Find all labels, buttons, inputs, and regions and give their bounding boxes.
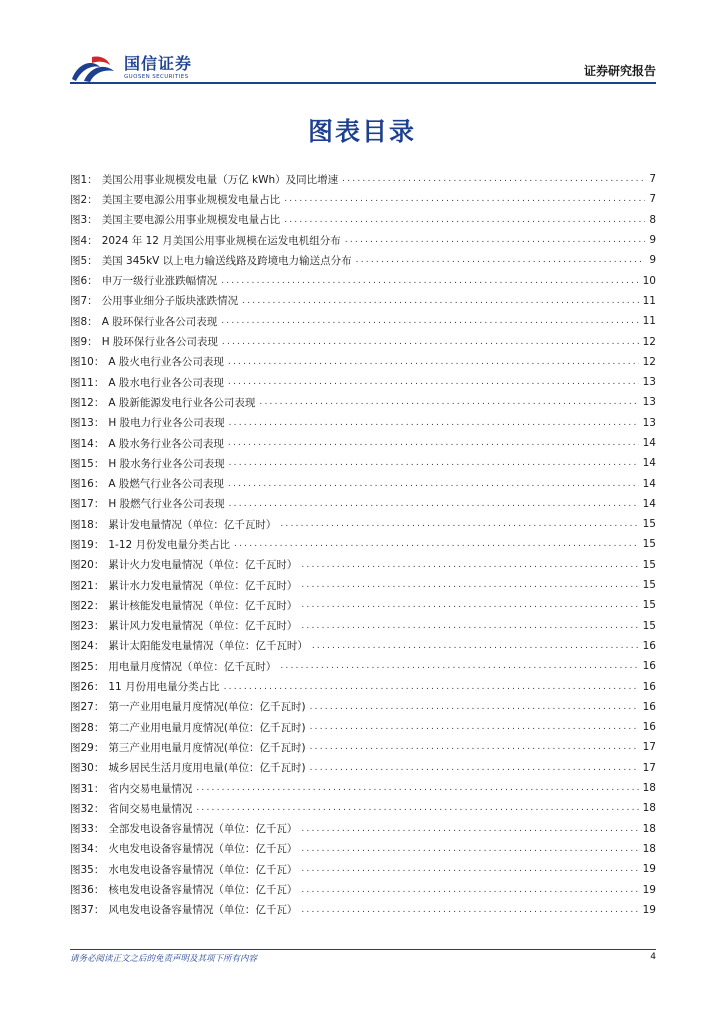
toc-entry-page: 15	[642, 558, 656, 571]
page-title: 图表目录	[307, 117, 416, 146]
toc-entry-title: 累计核能发电量情况（单位：亿千瓦时）	[108, 599, 298, 612]
toc-entry-title: 累计发电量情况（单位：亿千瓦时）	[108, 518, 277, 531]
page-header	[70, 52, 656, 84]
toc-entry[interactable]	[70, 331, 656, 351]
toc-entry-page: 16	[642, 700, 656, 713]
toc-entry-page: 16	[642, 680, 656, 693]
toc-entry[interactable]	[70, 372, 656, 392]
toc-entry[interactable]	[70, 656, 656, 676]
footer-divider	[70, 949, 656, 950]
toc-entry-title: 美国主要电源公用事业规模发电量占比	[101, 193, 281, 206]
toc-entry-page: 19	[642, 883, 656, 896]
toc-entry-number: 图22：	[70, 599, 105, 612]
toc-entry[interactable]	[70, 270, 656, 290]
toc-entry[interactable]	[70, 879, 656, 899]
toc-entry-title: 美国公用事业规模发电量（万亿 kWh）及同比增速	[101, 173, 339, 186]
toc-entry-title: 累计火力发电量情况（单位：亿千瓦时）	[108, 559, 298, 572]
toc-entry-page: 15	[642, 518, 656, 531]
toc-entry-page: 19	[642, 863, 656, 876]
toc-leader-dots	[224, 682, 639, 692]
toc-leader-dots	[196, 783, 638, 793]
toc-entry-number: 图30：	[70, 762, 105, 775]
toc-entry-number: 图33：	[70, 823, 105, 836]
toc-entry-page: 12	[642, 335, 656, 348]
toc-leader-dots	[310, 742, 639, 752]
toc-entry-title: 省内交易电量情况	[108, 782, 193, 795]
toc-entry-title: 省间交易电量情况	[108, 802, 193, 815]
toc-entry-page: 9	[649, 234, 656, 247]
report-type-label: 证券研究报告	[583, 64, 656, 78]
toc-leader-dots	[280, 519, 638, 529]
toc-entry-number: 图8：	[70, 315, 98, 328]
toc-entry[interactable]	[70, 900, 656, 920]
toc-leader-dots	[301, 844, 638, 854]
toc-entry-title: 第二产业用电量月度情况(单位：亿千瓦时)	[108, 721, 306, 734]
toc-leader-dots	[229, 458, 639, 468]
toc-entry-number: 图24：	[70, 640, 105, 653]
toc-entry-page: 15	[642, 619, 656, 632]
toc-entry-number: 图13：	[70, 417, 105, 430]
toc-entry-number: 图23：	[70, 620, 105, 633]
toc-entry-page: 15	[642, 599, 656, 612]
toc-leader-dots	[222, 337, 639, 347]
toc-leader-dots	[280, 661, 638, 671]
toc-entry-number: 图6：	[70, 275, 98, 288]
page-number: 4	[650, 952, 656, 962]
toc-entry-number: 图2：	[70, 193, 98, 206]
toc-leader-dots	[221, 276, 638, 286]
toc-entry-title: 全部发电设备容量情况（单位：亿千瓦）	[108, 823, 298, 836]
toc-entry-number: 图27：	[70, 701, 105, 714]
toc-entry[interactable]	[70, 758, 656, 778]
toc-entry-number: 图25：	[70, 660, 105, 673]
toc-entry-number: 图3：	[70, 214, 98, 227]
toc-leader-dots	[229, 499, 639, 509]
guosen-logo-icon	[70, 53, 120, 83]
toc-entry-title: H 股水务行业各公司表现	[108, 457, 225, 470]
toc-leader-dots	[228, 377, 639, 387]
toc-entry-page: 17	[642, 761, 656, 774]
toc-entry-title: 公用事业细分子版块涨跌情况	[101, 295, 239, 308]
toc-entry-page: 12	[642, 355, 656, 368]
toc-entry-number: 图26：	[70, 681, 105, 694]
toc-entry-page: 18	[642, 822, 656, 835]
toc-entry[interactable]	[70, 555, 656, 575]
toc-entry-page: 15	[642, 538, 656, 551]
toc-entry[interactable]	[70, 169, 656, 189]
disclaimer-note: 请务必阅读正文之后的免责声明及其项下所有内容	[70, 954, 258, 964]
toc-entry-page: 13	[642, 376, 656, 389]
toc-entry-page: 18	[642, 782, 656, 795]
brand-name-cn: 国信证券	[124, 54, 193, 73]
toc-entry-page: 14	[642, 497, 656, 510]
toc-entry[interactable]	[70, 636, 656, 656]
toc-leader-dots	[310, 763, 639, 773]
toc-entry-page: 7	[649, 173, 656, 186]
toc-entry-number: 图17：	[70, 498, 105, 511]
toc-leader-dots	[242, 296, 638, 306]
toc-entry-page: 13	[642, 396, 656, 409]
toc-leader-dots	[284, 194, 645, 204]
toc-entry-number: 图18：	[70, 518, 105, 531]
toc-entry[interactable]	[70, 250, 656, 270]
toc-entry[interactable]	[70, 839, 656, 859]
toc-entry-number: 图10：	[70, 356, 105, 369]
toc-entry-page: 8	[649, 213, 656, 226]
toc-entry-title: 累计水力发电量情况（单位：亿千瓦时）	[108, 579, 298, 592]
toc-leader-dots	[301, 905, 638, 915]
toc-entry-title: A 股环保行业各公司表现	[101, 315, 218, 328]
toc-entry[interactable]	[70, 392, 656, 412]
toc-entry-title: A 股新能源发电行业各公司表现	[108, 396, 256, 409]
toc-leader-dots	[301, 621, 638, 631]
toc-entry-title: 核电发电设备容量情况（单位：亿千瓦）	[108, 884, 298, 897]
toc-entry[interactable]	[70, 819, 656, 839]
toc-entry-number: 图28：	[70, 721, 105, 734]
toc-leader-dots	[310, 722, 639, 732]
toc-entry-page: 16	[642, 721, 656, 734]
toc-entry-page: 18	[642, 842, 656, 855]
toc-leader-dots	[301, 864, 638, 874]
toc-entry-page: 18	[642, 802, 656, 815]
toc-entry-number: 图35：	[70, 863, 105, 876]
toc-leader-dots	[342, 174, 645, 184]
toc-entry-page: 17	[642, 741, 656, 754]
toc-entry-number: 图5：	[70, 254, 98, 267]
toc-entry[interactable]	[70, 352, 656, 372]
toc-entry[interactable]	[70, 230, 656, 250]
toc-entry[interactable]	[70, 189, 656, 209]
toc-entry-title: H 股燃气行业各公司表现	[108, 498, 225, 511]
toc-entry[interactable]	[70, 453, 656, 473]
toc-leader-dots	[228, 357, 639, 367]
toc-entry-number: 图9：	[70, 336, 98, 349]
toc-entry-title: 城乡居民生活月度用电量(单位：亿千瓦时)	[108, 762, 306, 775]
toc-entry-title: 11 月份用电量分类占比	[108, 681, 220, 694]
toc-entry[interactable]	[70, 494, 656, 514]
toc-entry-number: 图37：	[70, 904, 105, 917]
toc-leader-dots	[234, 539, 639, 549]
toc-entry[interactable]	[70, 514, 656, 534]
toc-entry-number: 图21：	[70, 579, 105, 592]
toc-entry-title: 累计风力发电量情况（单位：亿千瓦时）	[108, 620, 298, 633]
toc-entry-page: 9	[649, 254, 656, 267]
brand-logo	[70, 52, 192, 84]
toc-entry-number: 图36：	[70, 884, 105, 897]
toc-entry-number: 图14：	[70, 437, 105, 450]
toc-entry-page: 11	[642, 294, 656, 307]
toc-leader-dots	[301, 600, 638, 610]
brand-name-en: GUOSEN SECURITIES	[124, 74, 189, 80]
toc-entry-number: 图1：	[70, 173, 98, 186]
toc-entry[interactable]	[70, 616, 656, 636]
toc-entry-title: 美国主要电源公用事业规模发电量占比	[101, 214, 281, 227]
toc-entry[interactable]	[70, 210, 656, 230]
toc-entry-number: 图34：	[70, 843, 105, 856]
toc-entry-title: 美国 345kV 以上电力输送线路及跨境电力输送点分布	[101, 254, 352, 267]
toc-entry-title: A 股水电行业各公司表现	[108, 376, 224, 389]
toc-entry[interactable]	[70, 697, 656, 717]
toc-entry-title: 累计太阳能发电量情况（单位：亿千瓦时）	[108, 640, 308, 653]
toc-leader-dots	[221, 316, 638, 326]
toc-entry[interactable]	[70, 595, 656, 615]
toc-entry-title: A 股水务行业各公司表现	[108, 437, 224, 450]
toc-entry-title: A 股燃气行业各公司表现	[108, 478, 224, 491]
toc-leader-dots	[356, 255, 646, 265]
toc-entry-title: H 股环保行业各公司表现	[101, 336, 218, 349]
toc-entry[interactable]	[70, 778, 656, 798]
toc-entry-number: 图20：	[70, 559, 105, 572]
toc-entry[interactable]	[70, 311, 656, 331]
toc-entry-number: 图4：	[70, 234, 98, 247]
toc-entry-title: 火电发电设备容量情况（单位：亿千瓦）	[108, 843, 298, 856]
toc-entry-title: 水电发电设备容量情况（单位：亿千瓦）	[108, 863, 298, 876]
toc-entry-page: 13	[642, 416, 656, 429]
toc-leader-dots	[312, 641, 639, 651]
toc-entry[interactable]	[70, 859, 656, 879]
toc-entry[interactable]	[70, 676, 656, 696]
toc-entry[interactable]	[70, 575, 656, 595]
toc-entry[interactable]	[70, 534, 656, 554]
toc-entry-page: 7	[649, 193, 656, 206]
toc-entry-page: 14	[642, 457, 656, 470]
table-of-figures	[70, 169, 656, 920]
toc-entry-title: 第三产业用电量月度情况(单位：亿千瓦时)	[108, 741, 306, 754]
toc-entry-title: 第一产业用电量月度情况(单位：亿千瓦时)	[108, 701, 306, 714]
toc-entry-title: 用电量月度情况（单位：亿千瓦时）	[108, 660, 277, 673]
toc-entry-page: 10	[642, 274, 656, 287]
toc-entry-number: 图15：	[70, 457, 105, 470]
toc-entry-title: A 股火电行业各公司表现	[108, 356, 224, 369]
toc-entry-page: 15	[642, 579, 656, 592]
toc-leader-dots	[310, 702, 639, 712]
toc-entry-number: 图7：	[70, 295, 98, 308]
header-divider	[70, 82, 656, 84]
toc-entry-page: 14	[642, 477, 656, 490]
toc-entry-number: 图31：	[70, 782, 105, 795]
toc-entry-title: 申万一级行业涨跌幅情况	[101, 275, 218, 288]
toc-entry[interactable]	[70, 433, 656, 453]
toc-entry-title: H 股电力行业各公司表现	[108, 417, 225, 430]
toc-leader-dots	[301, 885, 638, 895]
toc-entry[interactable]	[70, 413, 656, 433]
toc-leader-dots	[284, 215, 645, 225]
toc-entry[interactable]	[70, 717, 656, 737]
toc-entry[interactable]	[70, 737, 656, 757]
toc-entry-title: 2024 年 12 月美国公用事业规模在运发电机组分布	[101, 234, 341, 247]
toc-entry-number: 图19：	[70, 538, 105, 551]
toc-entry[interactable]	[70, 798, 656, 818]
toc-entry-page: 14	[642, 437, 656, 449]
toc-entry-page: 16	[642, 660, 656, 673]
toc-entry-title: 1-12 月份发电量分类占比	[108, 538, 231, 551]
toc-entry-number: 图32：	[70, 802, 105, 815]
toc-entry[interactable]	[70, 473, 656, 493]
toc-entry-page: 11	[642, 315, 656, 328]
toc-entry-number: 图12：	[70, 396, 105, 409]
toc-entry[interactable]	[70, 291, 656, 311]
toc-entry-page: 16	[642, 639, 656, 652]
toc-leader-dots	[259, 397, 638, 407]
toc-leader-dots	[345, 235, 646, 245]
toc-leader-dots	[196, 803, 638, 813]
toc-entry-number: 图29：	[70, 741, 105, 754]
toc-entry-title: 风电发电设备容量情况（单位：亿千瓦）	[108, 904, 298, 917]
toc-leader-dots	[228, 479, 639, 489]
toc-entry-number: 图11：	[70, 376, 105, 389]
toc-entry-number: 图16：	[70, 478, 105, 491]
toc-leader-dots	[301, 580, 638, 590]
toc-leader-dots	[301, 560, 638, 570]
toc-leader-dots	[228, 438, 639, 448]
toc-leader-dots	[301, 824, 638, 834]
toc-entry-page: 19	[642, 903, 656, 916]
toc-leader-dots	[229, 418, 639, 428]
